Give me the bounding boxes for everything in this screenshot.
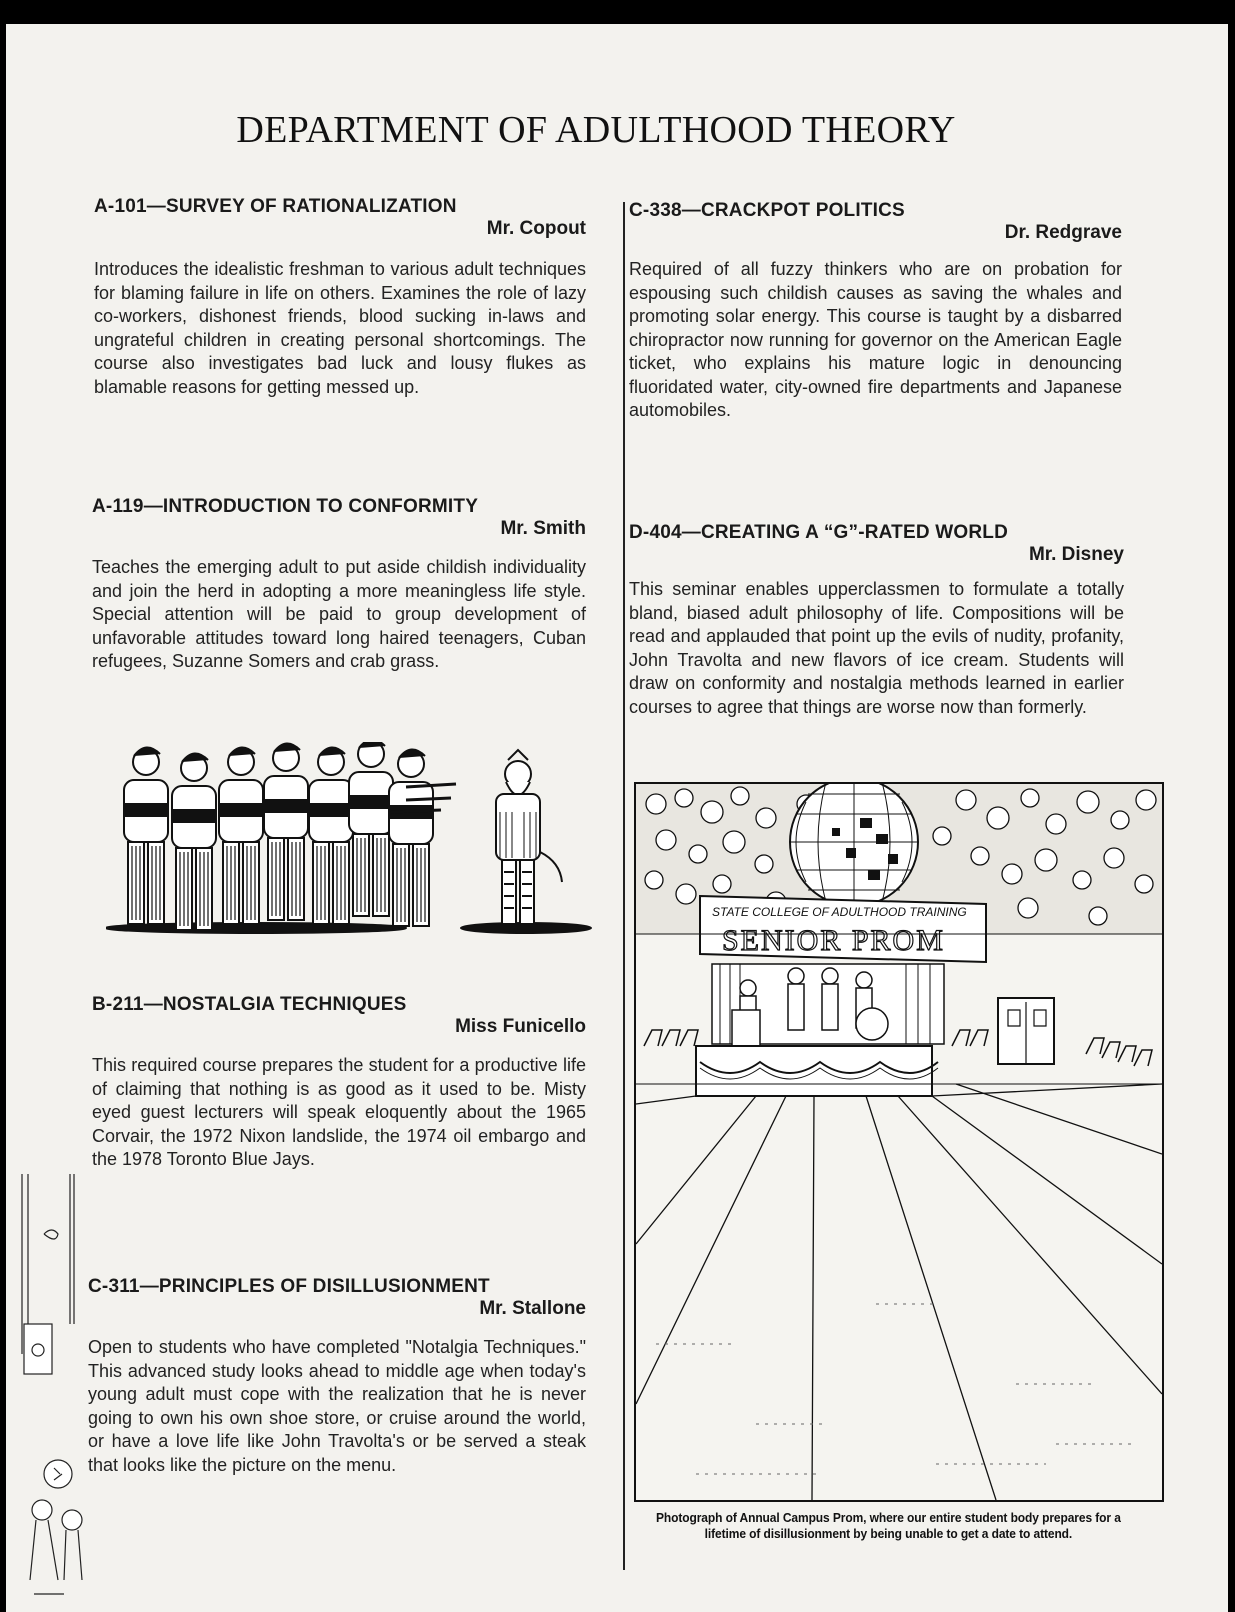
prom-caption: Photograph of Annual Campus Prom, where our entire student body prepares for a lifetime of disillusionment by being unable to get a date to attend. — [655, 1511, 1121, 1541]
course-instructor: Mr. Smith — [500, 518, 586, 539]
page-title: DEPARTMENT OF ADULTHOOD THEORY — [236, 109, 956, 151]
course-code: C-338—CRACKPOT POLITICS — [629, 200, 905, 221]
course-instructor: Mr. Copout — [486, 218, 586, 239]
prom-drawing — [636, 784, 1162, 1500]
column-divider — [623, 202, 625, 1570]
course-description: Teaches the emerging adult to put aside childish individuality and join the herd in adopting a more meaningless life style. Special attention will be paid to group development of unfavorable attitudes toward long haired teenagers, Cuban refugees, Suzanne Somers and crab grass. — [92, 557, 586, 671]
course-description: Introduces the idealistic freshman to various adult techniques for blaming failure in life on others. Examines the role of lazy co-workers, dishonest friends, blood sucking in-laws and ungrateful children in creating personal shortcomings. The course also investigates bad luck and lousy flukes as blamable reasons for getting messed up. — [94, 259, 586, 397]
course-c338 — [629, 200, 1122, 423]
course-instructor: Dr. Redgrave — [1004, 222, 1122, 243]
course-code: B-211—NOSTALGIA TECHNIQUES — [92, 994, 407, 1015]
banner-main-text: SENIOR PROM — [722, 924, 945, 957]
course-a101 — [94, 196, 586, 399]
course-code: A-119—INTRODUCTION TO CONFORMITY — [92, 496, 479, 517]
course-description: Open to students who have completed "Notalgia Techniques." This advanced study looks ahead to middle age when today's young adult must cope with the realization that he is never going to own his own shoe store, or cruise around the world, or have a love life like John Travolta's or be served a steak that looks like the picture on the menu. — [88, 1337, 586, 1475]
course-instructor: Mr. Disney — [1028, 544, 1124, 565]
prom-illustration — [634, 782, 1164, 1502]
course-c311 — [88, 1276, 586, 1477]
course-code: D-404—CREATING A “G”-RATED WORLD — [629, 522, 1009, 543]
margin-doodle — [14, 1174, 89, 1612]
magazine-page — [6, 24, 1228, 1612]
banner-top-text: STATE COLLEGE OF ADULTHOOD TRAINING — [712, 905, 967, 919]
course-a119 — [92, 496, 586, 674]
course-d404 — [629, 522, 1124, 719]
course-description: This seminar enables upperclassmen to formulate a totally bland, biased adult philosophy of life. Compositions will be read and applauded that point up the evils of nudity, profanity, John Travolta and new flavors of ice cream. Students will draw on conformity and nostalgia methods learned in earlier courses to agree that things are worse now than formerly. — [629, 579, 1124, 717]
course-b211 — [92, 994, 586, 1172]
course-instructor: Miss Funicello — [455, 1016, 586, 1037]
course-code: C-311—PRINCIPLES OF DISILLUSIONMENT — [88, 1276, 490, 1297]
course-description: This required course prepares the student for a productive life of claiming that nothing is as good as it used to be. Misty eyed guest lecturers will speak eloquently about the 1965 Corvair, the 1972 Nixon landslide, the 1974 oil embargo and the 1978 Toronto Blue Jays. — [92, 1055, 586, 1169]
conformity-cartoon — [106, 742, 596, 954]
course-code: A-101—SURVEY OF RATIONALIZATION — [94, 196, 457, 217]
course-instructor: Mr. Stallone — [479, 1298, 586, 1319]
course-description: Required of all fuzzy thinkers who are on probation for espousing such childish causes as saving the whales and promoting solar energy. This course is taught by a disbarred chiropractor now running for governor on the American Eagle ticket, who explains his mature logic in denouncing fluoridated water, city-owned fire departments and Japanese automobiles. — [629, 259, 1122, 420]
